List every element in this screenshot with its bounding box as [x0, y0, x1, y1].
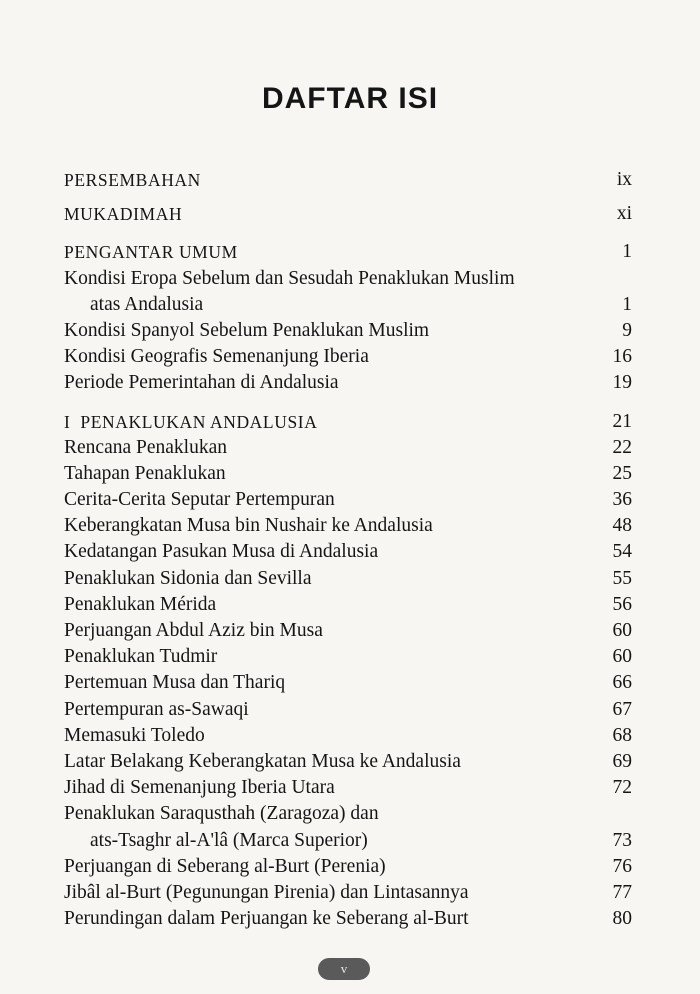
toc-entry — [64, 461, 632, 487]
toc-entry — [64, 318, 632, 344]
toc-entry — [64, 644, 632, 670]
toc-entry — [64, 854, 632, 880]
toc-entry — [64, 513, 632, 539]
toc-entry-title: Pertempuran as-Sawaqi — [64, 698, 249, 720]
toc-entry-page: 72 — [612, 777, 632, 799]
toc-entry-title: Kondisi Spanyol Sebelum Penaklukan Muslim — [64, 319, 430, 341]
toc-entry-title: Periode Pemerintahan di Andalusia — [64, 372, 339, 394]
toc-entry-title: ats-Tsaghr al-A'lâ (Marca Superior) — [90, 829, 368, 851]
toc-entry-title: Tahapan Penaklukan — [64, 462, 226, 484]
toc-entry-page: ix — [616, 169, 632, 190]
toc-entry — [64, 370, 632, 396]
toc-entry-page: 73 — [612, 829, 632, 851]
toc-entry-page: 22 — [612, 436, 632, 458]
toc-entry-title: Penaklukan Mérida — [64, 593, 217, 615]
toc-entry-page: 16 — [612, 346, 632, 368]
toc-entry-page: 1 — [622, 293, 632, 315]
toc-entry — [64, 775, 632, 801]
toc-entry-page: 25 — [612, 462, 632, 484]
toc-entry — [64, 566, 632, 592]
toc-entry — [64, 697, 632, 723]
toc-entry-title: Keberangkatan Musa bin Nushair ke Andalusia — [64, 515, 433, 537]
toc-entry-title: PERSEMBAHAN — [64, 170, 201, 190]
toc-entry — [64, 167, 632, 193]
toc-entry — [64, 201, 632, 227]
toc-entry-page: 48 — [612, 515, 632, 537]
toc-entry-title: Pertemuan Musa dan Thariq — [64, 672, 286, 694]
toc-entry-title: Memasuki Toledo — [64, 724, 205, 746]
toc-entry-page: 1 — [622, 241, 632, 263]
toc-entry — [64, 344, 632, 370]
toc-entry-page: 21 — [612, 410, 632, 432]
toc-entry-page: 60 — [612, 620, 632, 641]
toc-entry — [64, 266, 632, 292]
toc-entry-title: MUKADIMAH — [64, 204, 183, 225]
toc-entry — [64, 592, 632, 618]
toc-entry-page: 69 — [612, 750, 632, 772]
toc-entry-page: 66 — [612, 672, 632, 694]
toc-entry — [64, 880, 632, 906]
toc-entry-title: Perjuangan Abdul Aziz bin Musa — [64, 620, 323, 641]
toc-entry-page: 76 — [612, 855, 632, 877]
toc-entry — [64, 670, 632, 696]
toc-entry — [64, 723, 632, 749]
page-number-badge: v — [318, 958, 370, 980]
toc-entry — [64, 292, 632, 318]
toc-entry-page: 54 — [612, 541, 632, 563]
toc-entry-title: Jibâl al-Burt (Pegunungan Pirenia) dan Lintasannya — [64, 881, 469, 903]
table-of-contents — [64, 167, 632, 932]
toc-entry-title: I PENAKLUKAN ANDALUSIA — [64, 411, 318, 432]
toc-entry-title: Penaklukan Tudmir — [64, 646, 218, 668]
toc-entry — [64, 409, 632, 435]
toc-entry — [64, 435, 632, 461]
toc-entry-title: atas Andalusia — [90, 293, 204, 315]
toc-entry-page: 36 — [612, 489, 632, 511]
toc-entry-title: Latar Belakang Keberangkatan Musa ke Andalusia — [64, 750, 461, 772]
toc-entry-title: Rencana Penaklukan — [64, 436, 227, 458]
toc-entry — [64, 828, 632, 854]
toc-entry-title: Penaklukan Sidonia dan Sevilla — [64, 567, 312, 589]
toc-entry — [64, 239, 632, 265]
toc-entry-title: Perjuangan di Seberang al-Burt (Perenia) — [64, 855, 386, 877]
toc-entry — [64, 539, 632, 565]
toc-entry-title: Jihad di Semenanjung Iberia Utara — [64, 777, 335, 799]
toc-entry-page: 60 — [612, 646, 632, 668]
toc-entry-title: Cerita-Cerita Seputar Pertempuran — [64, 489, 335, 511]
toc-entry-title: Kondisi Geografis Semenanjung Iberia — [64, 346, 369, 368]
toc-entry-page: 68 — [612, 724, 632, 746]
page-title: DAFTAR ISI — [261, 82, 439, 115]
toc-entry-page: xi — [616, 203, 632, 225]
toc-entry — [64, 801, 632, 827]
toc-entry-title: PENGANTAR UMUM — [64, 242, 238, 263]
toc-entry-page: 67 — [612, 698, 632, 720]
toc-entry-title: Kedatangan Pasukan Musa di Andalusia — [64, 541, 379, 563]
toc-entry-page: 19 — [612, 372, 632, 394]
toc-entry — [64, 749, 632, 775]
toc-entry-page: 9 — [622, 319, 632, 341]
toc-entry-page: 55 — [612, 567, 632, 589]
toc-entry-page: 56 — [612, 593, 632, 615]
toc-entry-page: 77 — [612, 881, 632, 903]
toc-entry-title: Perundingan dalam Perjuangan ke Seberang al-Burt — [64, 908, 469, 930]
toc-entry-page: 80 — [612, 908, 632, 930]
toc-entry — [64, 618, 632, 644]
toc-entry — [64, 906, 632, 932]
toc-entry-title: Penaklukan Saraqusthah (Zaragoza) dan — [64, 803, 379, 825]
toc-entry — [64, 487, 632, 513]
toc-entry-title: Kondisi Eropa Sebelum dan Sesudah Penaklukan Muslim — [64, 267, 515, 289]
